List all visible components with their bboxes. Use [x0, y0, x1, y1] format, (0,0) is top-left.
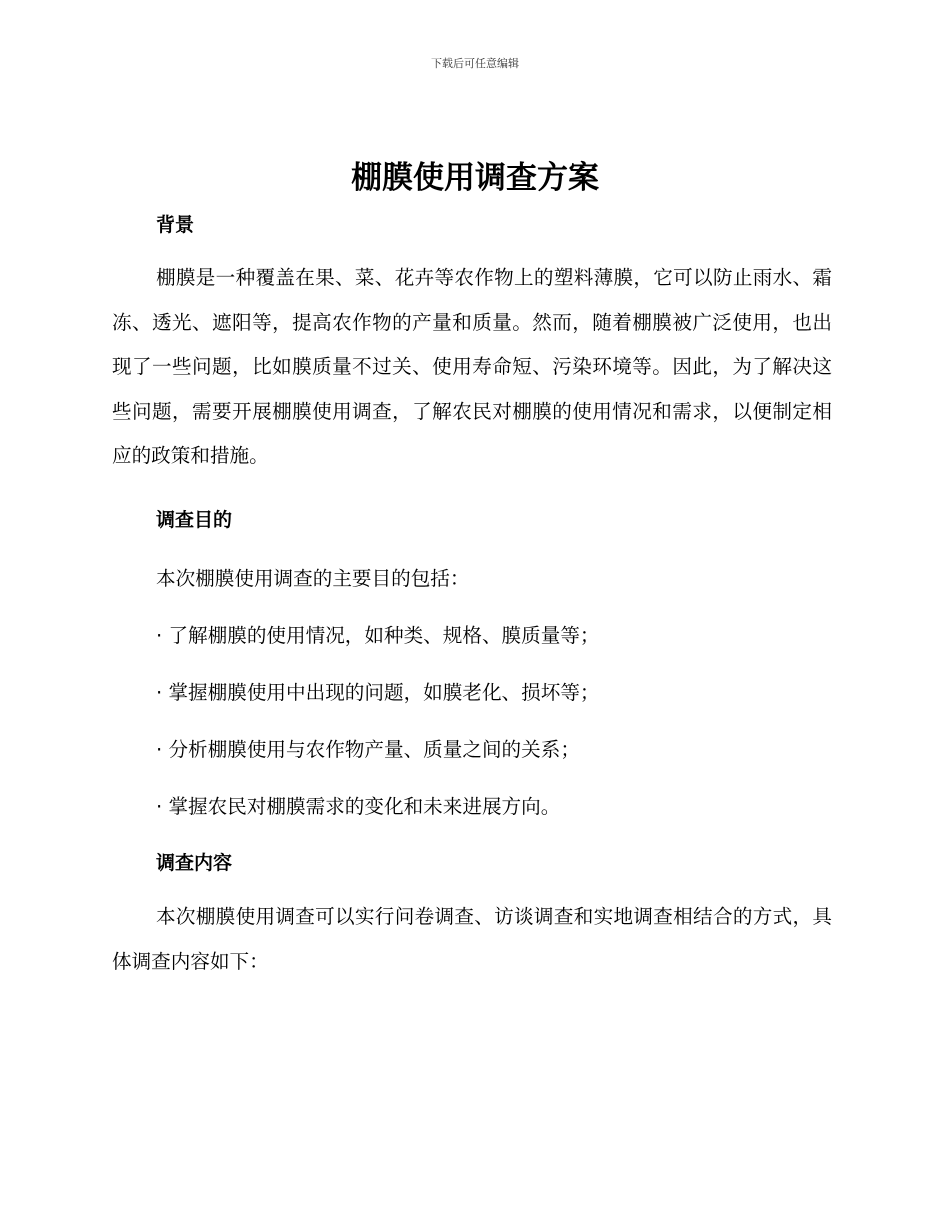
content-paragraph: 本次棚膜使用调查可以实行问卷调查、访谈调查和实地调查相结合的方式，具体调查内容如下：	[112, 905, 832, 973]
section-heading-content: 调查内容	[156, 852, 233, 874]
document-title: 棚膜使用调查方案	[351, 160, 599, 196]
purpose-bullet: · 了解棚膜的使用情况，如种类、规格、膜质量等；	[156, 624, 600, 647]
purpose-bullet: · 掌握农民对棚膜需求的变化和未来进展方向。	[156, 795, 561, 818]
header-note: 下载后可任意编辑	[431, 57, 519, 70]
purpose-bullet: · 掌握棚膜使用中出现的问题，如膜老化、损坏等；	[156, 681, 600, 704]
purpose-bullet: · 分析棚膜使用与农作物产量、质量之间的关系；	[156, 738, 580, 761]
section-heading-purpose: 调查目的	[156, 509, 233, 531]
purpose-intro: 本次棚膜使用调查的主要目的包括：	[156, 567, 470, 590]
section-heading-background: 背景	[156, 214, 195, 236]
background-paragraph: 棚膜是一种覆盖在果、菜、花卉等农作物上的塑料薄膜，它可以防止雨水、霜冻、透光、遮阳等，提高农作物的产量和质量。然而，随着棚膜被广泛使用，也出现了一些问题，比如膜质量不过关、使用寿命短、污染环境等。因此，为了解决这些问题，需要开展棚膜使用调查，了解农民对棚膜的使用情况和需求，以便制定相应的政策和措施。	[112, 266, 832, 467]
